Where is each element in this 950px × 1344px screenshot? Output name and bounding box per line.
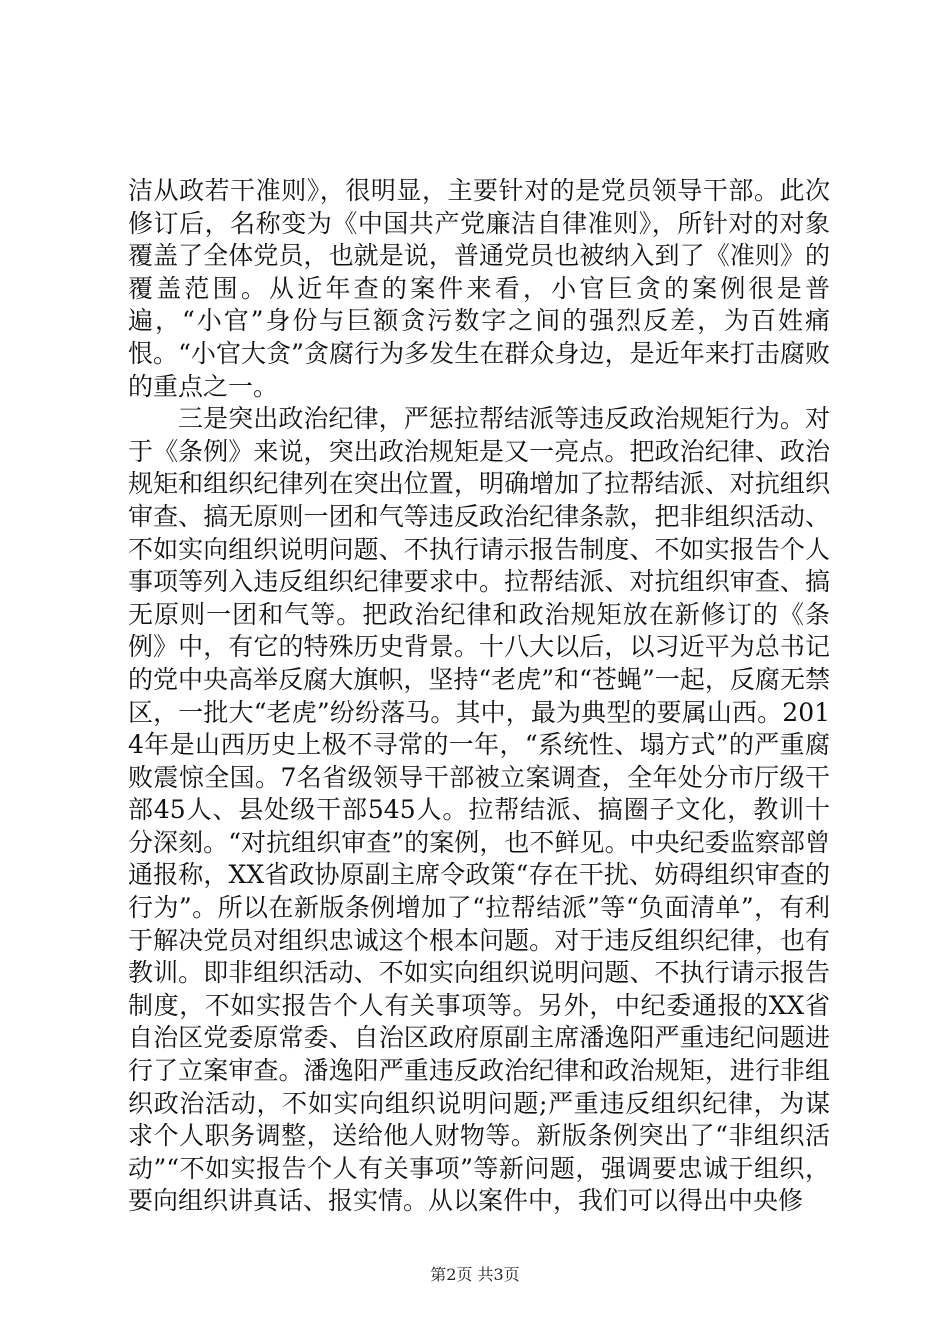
- document-body: [128, 175, 830, 1218]
- page-footer: [0, 1265, 950, 1285]
- paragraph-1: 洁从政若干准则》，很明显，主要针对的是党员领导干部。此次修订后，名称变为《中国共产党廉洁自律准则》，所针对的对象覆盖了全体党员，也就是说，普通党员也被纳入到了《准则》的覆盖范围。从近年查的案件来看，小官巨贪的案例很是普遍，“小官”身份与巨额贪污数字之间的强烈反差，为百姓痛恨。“小官大贪”贪腐行为多发生在群众身边，是近年来打击腐败的重点之一。: [128, 176, 830, 401]
- page-number: 第2页 共3页: [430, 1265, 520, 1284]
- paragraph-2: 三是突出政治纪律，严惩拉帮结派等违反政治规矩行为。对于《条例》来说，突出政治规矩是又一亮点。把政治纪律、政治规矩和组织纪律列在突出位置，明确增加了拉帮结派、对抗组织审查、搞无原则一团和气等违反政治纪律条款，把非组织活动、不如实向组织说明问题、不执行请示报告制度、不如实报告个人事项等列入违反组织纪律要求中。拉帮结派、对抗组织审查、搞无原则一团和气等。把政治纪律和政治规矩放在新修订的《条例》中，有它的特殊历史背景。十八大以后，以习近平为总书记的党中央高举反腐大旗帜，坚持“老虎”和“苍蝇”一起，反腐无禁区，一批大“老虎”纷纷落马。其中，最为典型的要属山西。2014年是山西历史上极不寻常的一年，“系统性、塌方式”的严重腐败震惊全国。7名省级领导干部被立案调查，全年处分市厅级干部45人、县处级干部545人。拉帮结派、搞圈子文化，教训十分深刻。“对抗组织审查”的案例，也不鲜见。中央纪委监察部曾通报称，XX省政协原副主席令政策“存在干扰、妨碍组织审查的行为”。所以在新版条例增加了“拉帮结派”等“负面清单”，有利于解决党员对组织忠诚这个根本问题。对于违反组织纪律，也有教训。即非组织活动、不如实向组织说明问题、不执行请示报告制度，不如实报告个人有关事项等。另外，中纪委通报的XX省自治区党委原常委、自治区政府原副主席潘逸阳严重违纪问题进行了立案审查。潘逸阳严重违反政治纪律和政治规矩，进行非组织政治活动，不如实向组织说明问题;严重违反组织纪律，为谋求个人职务调整，送给他人财物等。新版条例突出了“非组织活动”“不如实报告个人有关事项”等新问题，强调要忠诚于组织，要向组织讲真话、报实情。从以案件中，我们可以得出中央修: [128, 404, 830, 1216]
